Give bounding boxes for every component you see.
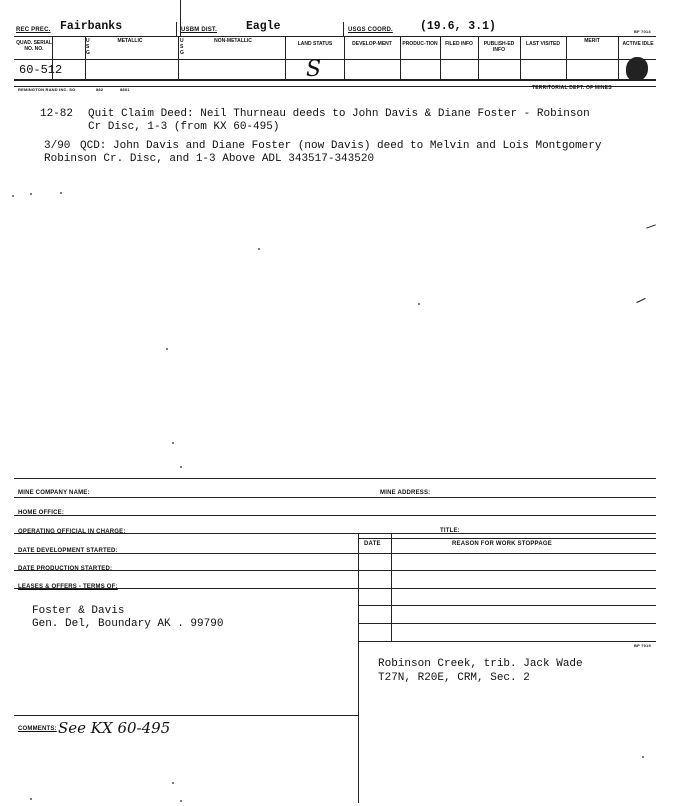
- lessee-line-2: Gen. Del, Boundary AK . 99790: [32, 618, 224, 630]
- dev-started-label: DATE DEVELOPMENT STARTED:: [18, 548, 118, 554]
- territorial-dept: TERRITORIAL DEPT. OF MINES: [532, 85, 612, 91]
- operating-official-label: OPERATING OFFICIAL IN CHARGE:: [18, 529, 126, 535]
- date-column-label: DATE: [364, 541, 381, 547]
- usg-label-metallic: U S G: [86, 38, 90, 56]
- location-line-2: T27N, R20E, CRM, Sec. 2: [378, 672, 530, 684]
- entry-2-text2: Robinson Cr. Disc, and 1-3 Above ADL 343517-343520: [44, 153, 375, 165]
- title-label: TITLE:: [440, 528, 460, 534]
- comments-label: COMMENTS:: [18, 726, 57, 732]
- rec-prec-label: REC PREC.: [16, 27, 51, 33]
- land-status-value: S: [306, 57, 322, 82]
- mine-company-label: MINE COMPANY NAME:: [18, 490, 90, 496]
- prod-started-label: DATE PRODUCTION STARTED:: [18, 566, 113, 572]
- land-status-label: LAND STATUS: [297, 41, 333, 47]
- usgs-coord-label: USGS COORD.: [348, 27, 393, 33]
- entry-2-text: QCD: John Davis and Diane Foster (now Davis) deed to Melvin and Lois Montgomery: [80, 140, 602, 152]
- active-idle-label: ACTIVE IDLE: [622, 41, 654, 47]
- usbm-dist-value: Eagle: [246, 20, 281, 33]
- quad-serial-value: 60-512: [19, 63, 63, 77]
- development-label: DEVELOP-MENT: [352, 41, 392, 47]
- entry-1-text: Quit Claim Deed: Neil Thurneau deeds to John Davis & Diane Foster - Robinson: [88, 108, 590, 120]
- usbm-dist-label: USBM DIST.: [181, 27, 218, 33]
- entry-1-date: 12-82: [40, 108, 74, 120]
- merit-label: MERIT: [584, 38, 600, 44]
- leases-offers-label: LEASES & OFFERS - TERMS OF:: [18, 584, 118, 590]
- last-visited-label: LAST VISITED: [526, 41, 560, 47]
- lessee-line-1: Foster & Davis: [32, 605, 125, 617]
- entry-1-text2: Cr Disc, 1-3 (from KX 60-495): [88, 121, 280, 133]
- mine-address-label: MINE ADDRESS:: [380, 490, 431, 496]
- home-office-label: HOME OFFICE:: [18, 510, 65, 516]
- form-number-2: BP 7015: [634, 643, 651, 648]
- metallic-label: METALLIC: [117, 38, 143, 44]
- reason-work-stoppage-label: REASON FOR WORK STOPPAGE: [452, 541, 552, 547]
- quad-serial-label: QUAD. SERIAL NO. NO.: [16, 40, 52, 52]
- usg-label-nonmetallic: U S G: [180, 38, 184, 56]
- production-label: PRODUC-TION: [402, 41, 438, 47]
- printer-code-2: 8801: [120, 87, 130, 92]
- location-line-1: Robinson Creek, trib. Jack Wade: [378, 658, 583, 670]
- comments-value: See KX 60-495: [58, 719, 171, 737]
- rec-prec-value: Fairbanks: [60, 20, 123, 33]
- printer-imprint: REMINGTON RAND INC. SO: [18, 87, 76, 92]
- published-info-label: PUBLISH-ED INFO: [483, 41, 515, 53]
- usgs-coord-value: (19.6, 3.1): [420, 20, 496, 33]
- form-number: BF 7014: [634, 29, 651, 34]
- entry-2-date: 3/90: [44, 140, 71, 152]
- filed-info-label: FILED INFO: [445, 41, 473, 47]
- active-idle-mark: [626, 57, 648, 81]
- printer-code-1: 882: [96, 87, 104, 92]
- non-metallic-label: NON-METALLIC: [214, 38, 252, 44]
